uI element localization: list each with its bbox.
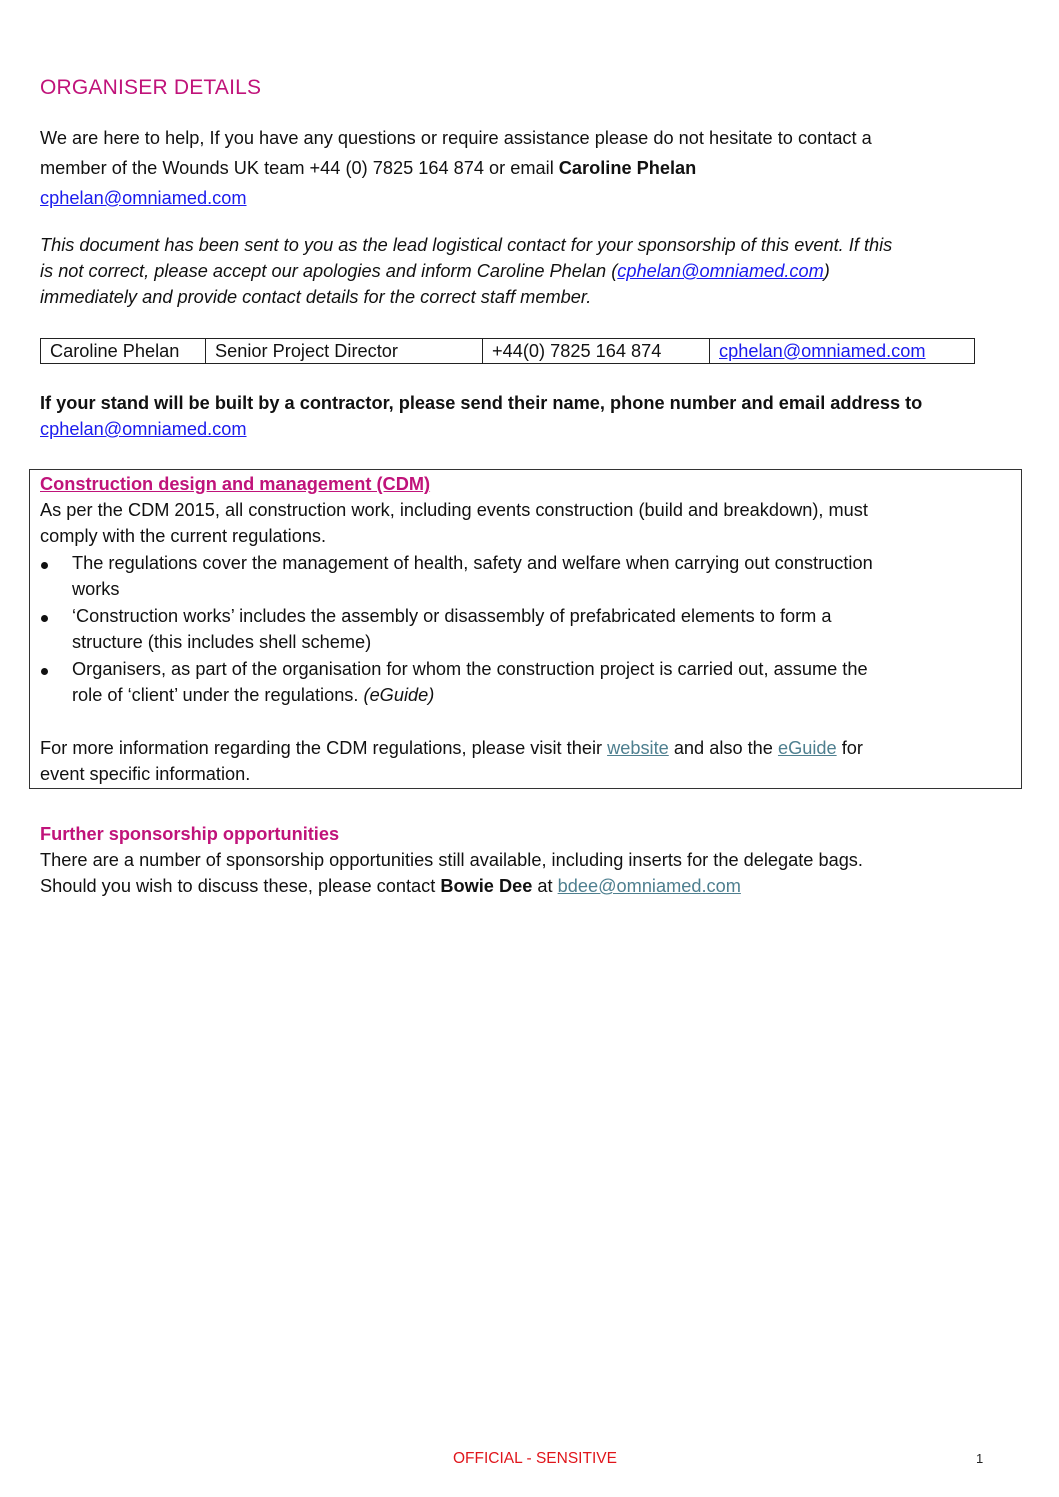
contact-table (40, 338, 975, 364)
contact-email-cell (710, 339, 975, 364)
bullet-icon (41, 615, 48, 622)
notice-line-2 (40, 261, 830, 282)
cdm-intro-line-1: As per the CDM 2015, all construction work, including events construction (build and breakdown), must (40, 500, 868, 520)
contact-phone-cell: +44(0) 7825 164 874 (483, 339, 710, 364)
cdm-more-info-middle: and also the (668, 738, 778, 758)
contact-email-link[interactable]: cphelan@omniamed.com (719, 340, 926, 361)
cdm-more-info-text: For more information regarding the CDM regulations, please visit their (40, 738, 608, 758)
notice-line-3: immediately and provide contact details for the correct staff member. (40, 287, 592, 307)
cdm-bullet-2-line-2: structure (this includes shell scheme) (72, 632, 372, 652)
notice-email-link[interactable]: cphelan@omniamed.com (617, 261, 824, 281)
website-link[interactable]: website (607, 738, 669, 758)
page-number: 1 (976, 1451, 984, 1466)
cdm-bullet-2-line-1: ‘Construction works’ includes the assembly or disassembly of prefabricated elements to form a (72, 606, 832, 626)
contractor-email-link[interactable]: cphelan@omniamed.com (40, 419, 247, 439)
bullet-icon (41, 562, 48, 569)
contact-name-cell: Caroline Phelan (41, 339, 206, 364)
intro-line-2 (40, 158, 696, 179)
cdm-more-info-line-1 (40, 738, 863, 759)
notice-line-2-text: is not correct, please accept our apologies and inform Caroline Phelan ( (40, 261, 618, 281)
cdm-section (29, 469, 1022, 789)
sponsorship-contact-name: Bowie Dee (440, 876, 533, 896)
bullet-icon (41, 668, 48, 675)
sponsorship-at: at (532, 876, 558, 896)
cdm-more-info-suffix: for (836, 738, 863, 758)
intro-line-1: We are here to help, If you have any questions or require assistance please do not hesitate to contact a (40, 128, 872, 148)
classification-label: OFFICIAL - SENSITIVE (453, 1450, 617, 1467)
cdm-bullet-1-line-1: The regulations cover the management of health, safety and welfare when carrying out construction (72, 553, 873, 573)
intro-line-2-text: member of the Wounds UK team +44 (0) 7825 164 874 or email (40, 158, 559, 178)
sponsorship-line-2-text: Should you wish to discuss these, please contact (40, 876, 441, 896)
sponsorship-line-1: There are a number of sponsorship opportunities still available, including inserts for the delegate bags. (40, 850, 863, 870)
eguide-reference: (eGuide) (363, 685, 435, 705)
notice-line-2-suffix: ) (823, 261, 830, 281)
cdm-bullet-3-line-1: Organisers, as part of the organisation for whom the construction project is carried out, assume the (72, 659, 868, 679)
contact-name: Caroline Phelan (558, 158, 697, 178)
sponsorship-title: Further sponsorship opportunities (40, 824, 340, 844)
eguide-link[interactable]: eGuide (777, 738, 837, 758)
cdm-more-info-line-2: event specific information. (40, 764, 251, 784)
page-heading: ORGANISER DETAILS (40, 76, 262, 99)
contact-role-cell: Senior Project Director (206, 339, 483, 364)
table-row (41, 339, 975, 364)
cdm-title: Construction design and management (CDM) (40, 474, 431, 494)
notice-line-1: This document has been sent to you as the lead logistical contact for your sponsorship of this event. If this (40, 235, 893, 255)
cdm-bullet-3-line-2-text: role of ‘client’ under the regulations. (72, 685, 364, 705)
intro-email-link[interactable]: cphelan@omniamed.com (40, 188, 247, 208)
cdm-intro-line-2: comply with the current regulations. (40, 526, 327, 546)
cdm-bullet-3-line-2 (72, 685, 434, 706)
sponsorship-line-2 (40, 876, 741, 897)
cdm-bullet-1-line-2: works (72, 579, 120, 599)
sponsorship-email-link[interactable]: bdee@omniamed.com (557, 876, 741, 896)
contractor-text: If your stand will be built by a contractor, please send their name, phone number and email address to (40, 393, 923, 413)
